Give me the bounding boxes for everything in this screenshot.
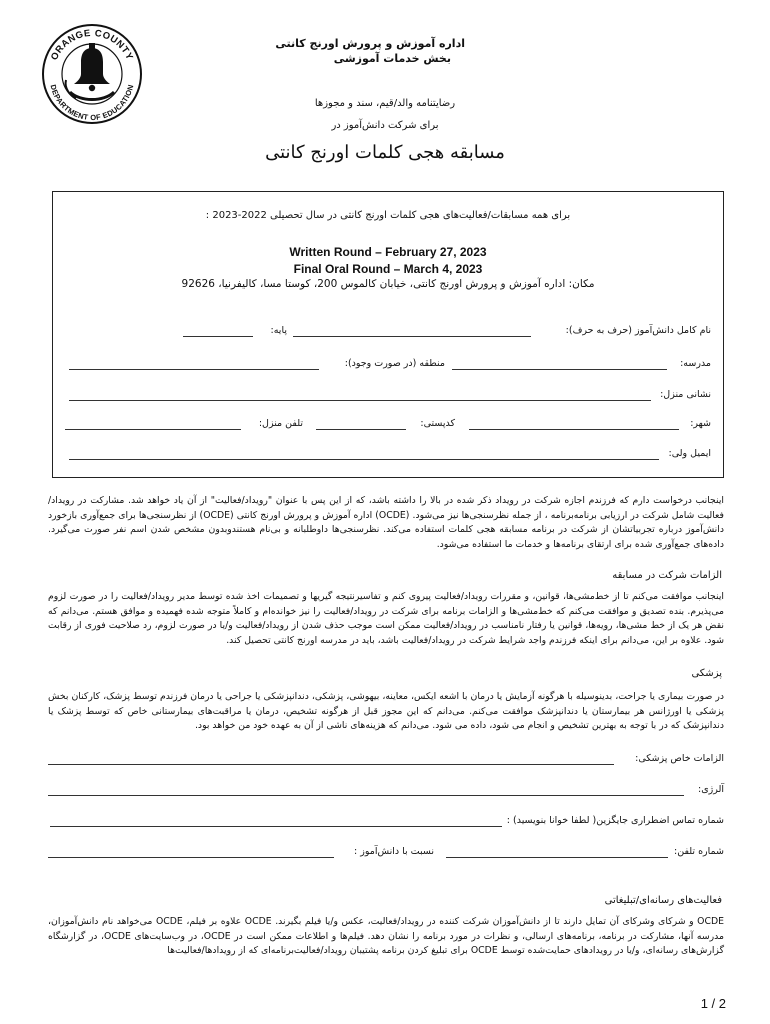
district-field[interactable]: [69, 369, 319, 370]
phone-label: شماره تلفن:: [674, 846, 724, 857]
org-header: [275, 36, 465, 66]
address-field[interactable]: [69, 400, 651, 401]
city-field[interactable]: [469, 429, 679, 430]
phone-field[interactable]: [446, 857, 668, 858]
org-name: اداره آموزش و پرورش اورنج کانتی: [275, 37, 465, 50]
page-number: 1 / 2: [700, 996, 726, 1011]
school-label: مدرسه:: [680, 358, 711, 369]
home-phone-label: تلفن منزل:: [258, 418, 303, 429]
form-subtitle: رضایتنامه والد/قیم، سند و مجوزها: [314, 98, 456, 109]
medical-heading: پزشکی: [691, 668, 722, 679]
allergy-label: آلرژی:: [698, 784, 724, 795]
relation-label: نسبت با دانش‌آموز :: [354, 846, 434, 857]
emergency-contact-label: شماره تماس اضطراری جایگزین( لطفا خوانا بنویسید) :: [506, 815, 724, 826]
grade-field[interactable]: [183, 336, 253, 337]
student-name-field[interactable]: [293, 336, 531, 337]
media-heading: فعالیت‌های رسانه‌ای/تبلیغاتی: [604, 895, 722, 906]
special-needs-field[interactable]: [48, 764, 614, 765]
email-row: [65, 448, 711, 462]
student-name-row: [65, 325, 711, 339]
requirements-heading: الزامات شرکت در مسابقه: [612, 570, 722, 581]
consent-paragraph: اینجانب درخواست دارم که فرزندم اجازه شرکت در رویداد ذکر شده در بالا را داشته باشد، که از این پس با عنوان "رویداد/فعالیت" از آن یاد خواهد شد. مشارکت در رویداد/فعالیت شامل شرکت در ارزیابی برنامه‌برنامه ، از جمله نظرسنجی‌ها نیز می‌شود. (OCDE) اداره آموزش و پرورش اورنج کانتی (OCDE) از نظرسنجی‌ها برای جمع‌آوری بازخورد دانش‌آموز درباره تجربیاتشان از شرکت در برنامه مسابقه هجی کلمات استفاده می‌کند. نظرسنجی‌ها داوطلبانه و بی‌نام هستندوبدون مشخص شدن اسم نفر صورت می‌گیرد. داده‌های جمع‌آوری شده برای ارتقای برنامه‌ها و خدمات ما استفاده می‌شود.: [48, 495, 724, 550]
special-needs-row: [48, 753, 724, 767]
school-field[interactable]: [452, 369, 667, 370]
city-label: شهر:: [690, 418, 711, 429]
relation-field[interactable]: [48, 857, 334, 858]
home-phone-field[interactable]: [65, 429, 241, 430]
emergency-contact-row: [48, 815, 724, 829]
form-subtitle-2: برای شرکت دانش‌آموز در: [331, 120, 439, 131]
parent-email-field[interactable]: [69, 459, 659, 460]
student-name-label: نام کامل دانش‌آموز (حرف به حرف):: [565, 325, 711, 336]
requirements-paragraph: اینجانب موافقت می‌کنم تا از خط‌مشی‌ها، قوانین، و مقررات رویداد/فعالیت پیروی کنم و تفاسیرنتیجه گیریها و تصمیمات اخذ شده توسط مدیر رویداد/فعالیت را در صورت لزوم می‌پذیرم. بنده تصدیق و موافقت می‌کنم که خط‌مشی‌ها و الزامات برنامه برای شرکت در رویداد/فعالیت را نیز خوانده‌ام و کاملاً متوجه شده فهمیده و موافق هستم. می‌دانم که نقض هر یک از خط مشی‌ها، رویه‌ها، قوانین یا رفتار نامناسب در رویداد/فعالیت ممکن است موجب حذف شدن از رویداد/فعالیت و/یا در صورت لزوم، رد صلاحیت فوری از رقابت شود. علاوه بر این، می‌دانم برای اینکه فرزندم واجد شرایط شرکت در رویداد/فعالیت باشد، باید در مدرسه اورنج کانتی تحصیل کند.: [48, 591, 724, 646]
emergency-contact-field[interactable]: [50, 826, 502, 827]
city-row: [65, 418, 711, 432]
media-paragraph: OCDE و شرکای وشرکای آن تمایل دارند تا از دانش‌آموزان شرکت کننده در رویداد/فعالیت، عکس و/یا فیلم بگیرند. OCDE علاوه بر فیلم، OCDE می‌خواهد نام دانش‌آموزان، مدرسه آنها، مشارکت در برنامه، برنامه‌های ارسالی، و نظرات در مورد برنامه را نشان دهد. فیلم‌ها و اطلاعات ممکن است در OCDE، در وب‌سایت‌های OCDE، در گزارشگاه گزارش‌های رسانه‌ای، و/یا در رویدادهای حمایت‌شده توسط OCDE برای تبلیغ کردن برنامه پشتیبان رویداد/فعالیت‌برنامه‌ای که از رویدادها/فعالیت‌ها: [48, 916, 725, 956]
special-needs-label: الزامات خاص پزشکی:: [635, 753, 724, 764]
medical-paragraph: در صورت بیماری یا جراحت، بدینوسیله با هرگونه آزمایش یا درمان با اشعه ایکس، معاینه، بیهوشی، پزشکی، دندانپزشکی یا جراحی یا درمان فرزندم توسط پزشک، کارکنان بخش پزشکی یا اورژانس هر بیمارستان یا دندانپزشک موافقت می‌کنم. می‌دانم که این مجوز قبل از هرگونه تشخیص، درمان یا مراقبت‌های بیمارستانی خاص که توسط پزشک یا دندانپزشک که در با توجه به بهترین تشخیص و انجام می شود، داده می شود. می‌دانم که هزینه‌های ناشی از آن به عهده خود من خواهد بود.: [48, 691, 724, 731]
school-year-line: برای همه مسابقات/فعالیت‌های هجی کلمات اورنج کانتی در سال تحصیلی 2022-2023 :: [205, 210, 571, 221]
parent-email-label: ایمیل ولی:: [668, 448, 711, 459]
ocde-logo: [40, 22, 144, 126]
page-title: مسابقه هجی کلمات اورنج کانتی: [265, 142, 505, 163]
grade-label: پایه:: [270, 325, 287, 336]
zip-label: کدپستی:: [420, 418, 455, 429]
school-row: [65, 358, 711, 372]
allergy-field[interactable]: [48, 795, 684, 796]
allergy-row: [48, 784, 724, 798]
event-location: مکان: اداره آموزش و پرورش اورنج کانتی، خیابان کالموس 200، کوستا مسا، کالیفرنیا، 92626: [181, 278, 595, 290]
address-label: نشانی منزل:: [660, 389, 711, 400]
phone-row: [48, 846, 724, 860]
org-division: بخش خدمات آموزشی: [333, 52, 451, 65]
logo-text-bottom: DEPARTMENT OF EDUCATION: [48, 83, 136, 123]
written-round: Written Round – February 27, 2023: [289, 245, 487, 259]
final-round: Final Oral Round – March 4, 2023: [293, 262, 483, 276]
address-row: [65, 389, 711, 403]
district-label: منطقه (در صورت وجود):: [344, 358, 445, 369]
logo-text-top: ORANGE COUNTY: [48, 27, 136, 63]
event-info-box: [52, 191, 724, 478]
zip-field[interactable]: [316, 429, 406, 430]
